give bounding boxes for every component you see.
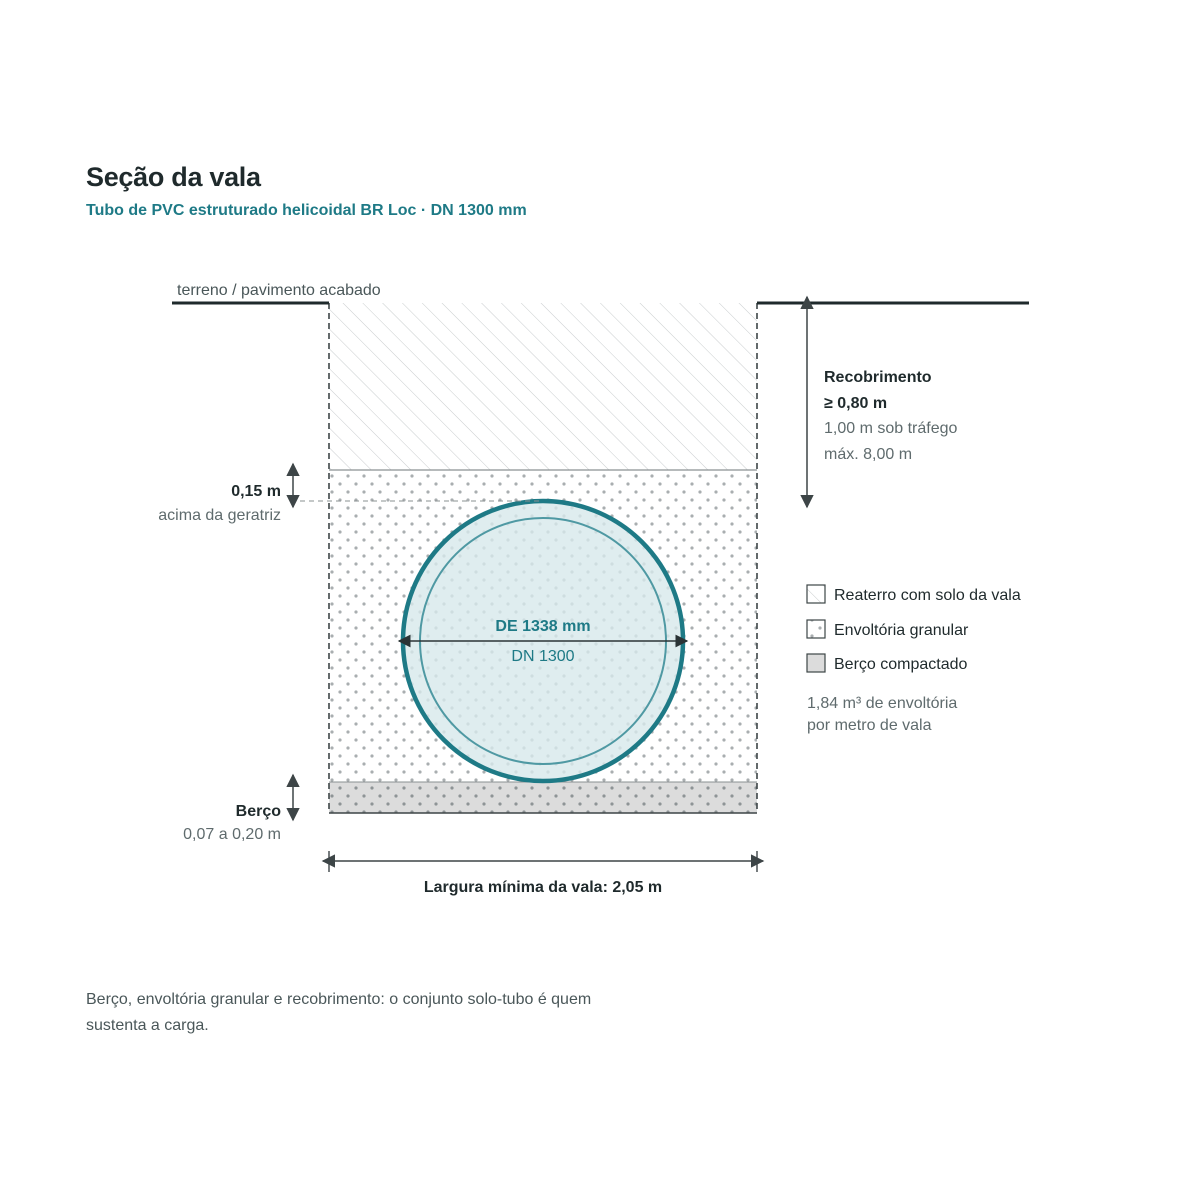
cover-traffic: 1,00 m sob tráfego bbox=[824, 420, 958, 437]
ground-label: terreno / pavimento acabado bbox=[177, 282, 381, 299]
legend-note-line2: por metro de vala bbox=[807, 717, 932, 734]
legend-swatch-envelope bbox=[807, 620, 825, 638]
crown-cover-note: acima da geratriz bbox=[158, 507, 281, 524]
legend-swatch-bedding bbox=[807, 654, 825, 672]
cover-maximum: máx. 8,00 m bbox=[824, 446, 913, 463]
pipe-nominal-diameter-label: DN 1300 bbox=[511, 648, 575, 665]
legend-label-envelope: Envoltória granular bbox=[834, 622, 969, 639]
width-label: Largura mínima da vala: 2,05 m bbox=[423, 879, 663, 896]
bedding-texture bbox=[329, 782, 757, 813]
legend-label-backfill: Reaterro com solo da vala bbox=[834, 587, 1021, 604]
pipe-outer-diameter-label: DE 1338 mm bbox=[495, 618, 591, 635]
crown-cover-value: 0,15 m bbox=[231, 483, 281, 500]
backfill-zone bbox=[329, 303, 757, 470]
page-subtitle: Tubo de PVC estruturado helicoidal BR Loc · DN 1300 mm bbox=[86, 202, 527, 219]
page-title: Seção da vala bbox=[86, 162, 261, 192]
legend bbox=[807, 585, 1021, 734]
legend-label-bedding: Berço compactado bbox=[834, 656, 968, 673]
legend-note-line1: 1,84 m³ de envoltória bbox=[807, 695, 958, 712]
bedding-range: 0,07 a 0,20 m bbox=[183, 826, 281, 843]
legend-swatch-backfill bbox=[807, 585, 825, 603]
cover-minimum: ≥ 0,80 m bbox=[824, 395, 888, 412]
footer-caption: Berço, envoltória granular e recobrimento: o conjunto solo-tubo é quem sustenta a carga. bbox=[86, 991, 592, 1034]
bedding-title: Berço bbox=[235, 803, 281, 820]
cover-title: Recobrimento bbox=[824, 369, 932, 386]
